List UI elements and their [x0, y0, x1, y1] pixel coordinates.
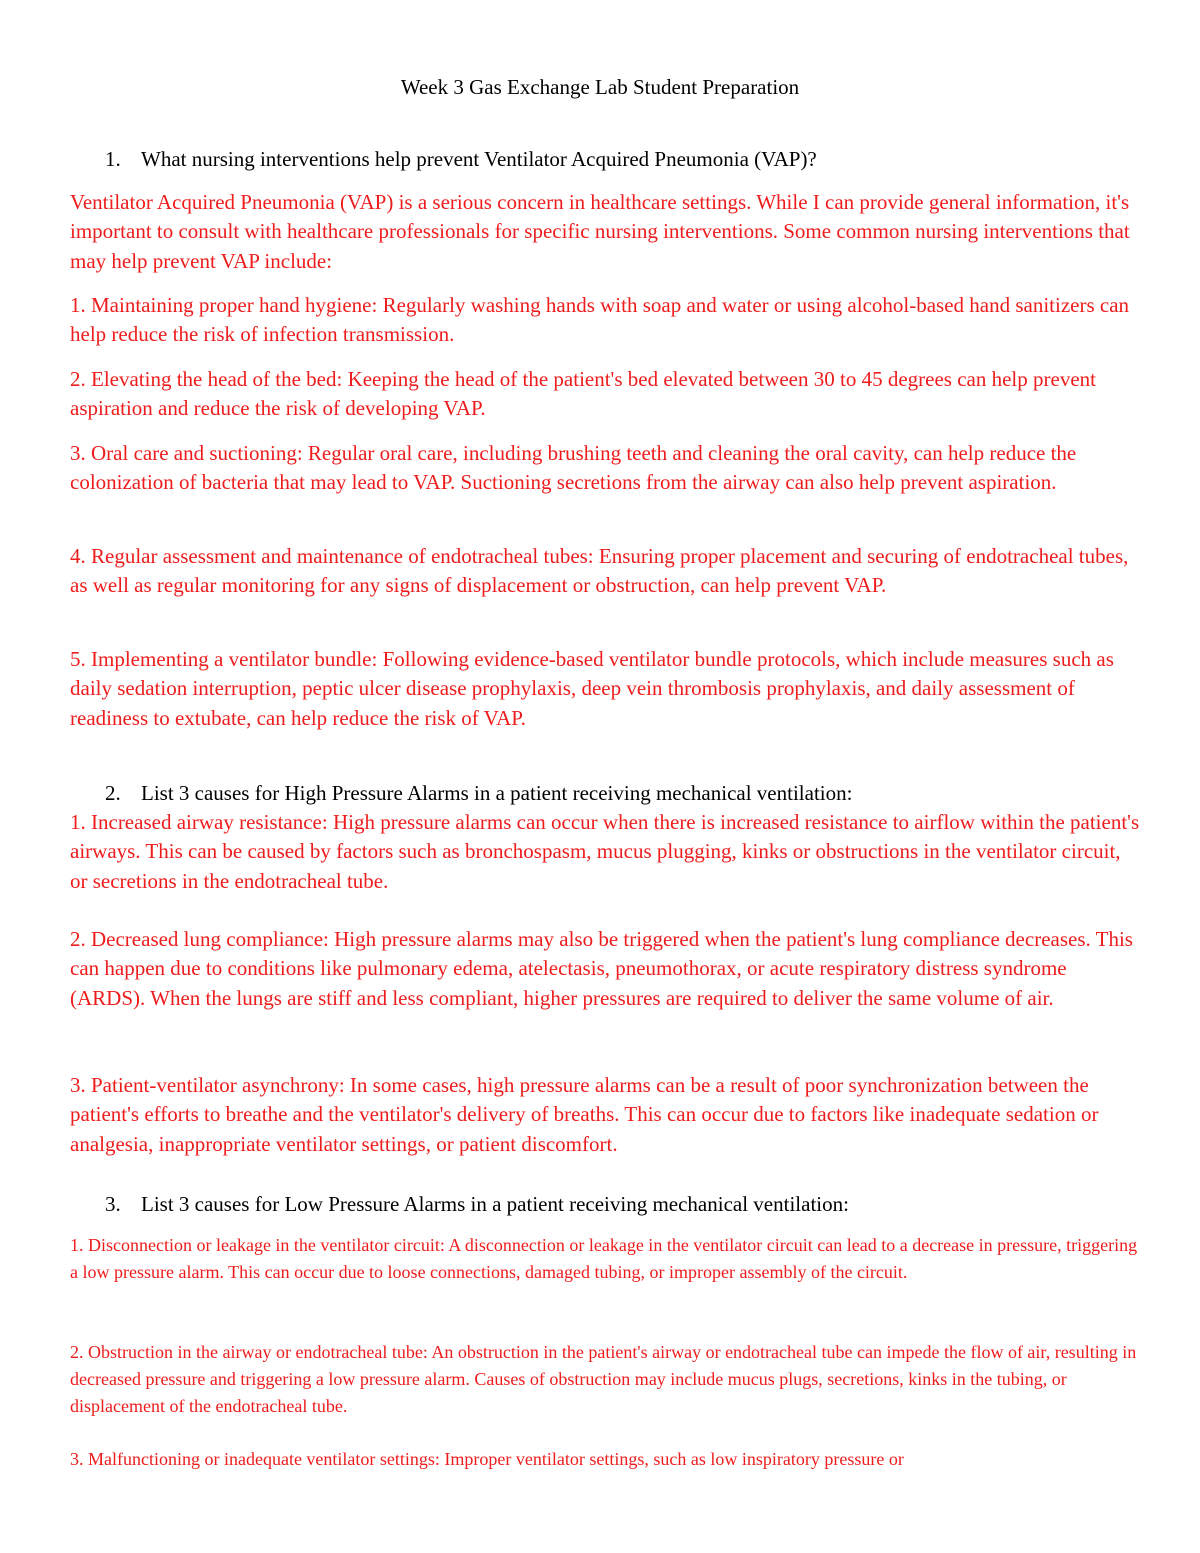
answer-1-item-3: 3. Oral care and suctioning: Regular oral care, including brushing teeth and cleaning the oral cavity, can help reduce the colonization of bacteria that may lead to VAP. Suctioning secretions from the airway can also help prevent aspiration.: [70, 441, 1077, 495]
question-3-number: 3.: [105, 1192, 121, 1216]
answer-2-item-3: 3. Patient-ventilator asynchrony: In some cases, high pressure alarms can be a result of poor synchronization between the patient's efforts to breathe and the ventilator's delivery of breaths. This can occur due to factors like inadequate sedation or analgesia, inappropriate ventilator settings, or patient discomfort.: [70, 1073, 1099, 1156]
answer-3-item-3: 3. Malfunctioning or inadequate ventilator settings: Improper ventilator settings, such as low inspiratory pressure or: [70, 1449, 904, 1469]
answer-3-item-1: 1. Disconnection or leakage in the ventilator circuit: A disconnection or leakage in the ventilator circuit can lead to a decrease in pressure, triggering a low pressure alarm. This can occur due to loose connections, damaged tubing, or improper assembly of the circuit.: [70, 1235, 1138, 1282]
question-1-number: 1.: [105, 147, 121, 171]
answer-2-item-2: 2. Decreased lung compliance: High pressure alarms may also be triggered when the patient's lung compliance decreases. This can happen due to conditions like pulmonary edema, atelectasis, pneumothorax, or acute respiratory distress syndrome (ARDS). When the lungs are stiff and less compliant, higher pressures are required to deliver the same volume of air.: [70, 927, 1133, 1010]
answer-3-item-2: 2. Obstruction in the airway or endotracheal tube: An obstruction in the patient's airway or endotracheal tube can impede the flow of air, resulting in decreased pressure and triggering a low pressure alarm. Causes of obstruction may include mucus plugs, secretions, kinks in the tubing, or displacement of the endotracheal tube.: [70, 1342, 1137, 1416]
question-2-text: List 3 causes for High Pressure Alarms in a patient receiving mechanical ventilation:: [141, 781, 853, 805]
question-1: [105, 144, 817, 174]
answer-1-item-4: 4. Regular assessment and maintenance of endotracheal tubes: Ensuring proper placement and securing of endotracheal tubes, as well as regular monitoring for any signs of displacement or obstruction, can help prevent VAP.: [70, 544, 1129, 598]
question-3-text: List 3 causes for Low Pressure Alarms in a patient receiving mechanical ventilation:: [141, 1192, 849, 1216]
answer-2-item-1: 1. Increased airway resistance: High pressure alarms can occur when there is increased resistance to airflow within the patient's airways. This can be caused by factors such as bronchospasm, mucus plugging, kinks or obstructions in the ventilator circuit, or secretions in the endotracheal tube.: [70, 810, 1140, 893]
answer-1-item-2: 2. Elevating the head of the bed: Keeping the head of the patient's bed elevated between 30 to 45 degrees can help prevent aspiration and reduce the risk of developing VAP.: [70, 367, 1096, 421]
answer-1-intro: Ventilator Acquired Pneumonia (VAP) is a serious concern in healthcare settings. While I can provide general information, it's important to consult with healthcare professionals for specific nursing interventions. Some common nursing interventions that may help prevent VAP include:: [70, 190, 1130, 273]
question-1-text: What nursing interventions help prevent Ventilator Acquired Pneumonia (VAP)?: [141, 147, 817, 171]
question-2: [105, 778, 852, 808]
question-3: [105, 1189, 849, 1219]
question-2-number: 2.: [105, 781, 121, 805]
answer-1-item-1: 1. Maintaining proper hand hygiene: Regularly washing hands with soap and water or using alcohol-based hand sanitizers can help reduce the risk of infection transmission.: [70, 293, 1130, 347]
answer-1-item-5: 5. Implementing a ventilator bundle: Following evidence-based ventilator bundle protocols, which include measures such as daily sedation interruption, peptic ulcer disease prophylaxis, deep vein thrombosis prophylaxis, and daily assessment of readiness to extubate, can help reduce the risk of VAP.: [70, 647, 1114, 730]
document-title: Week 3 Gas Exchange Lab Student Preparation: [400, 75, 800, 99]
